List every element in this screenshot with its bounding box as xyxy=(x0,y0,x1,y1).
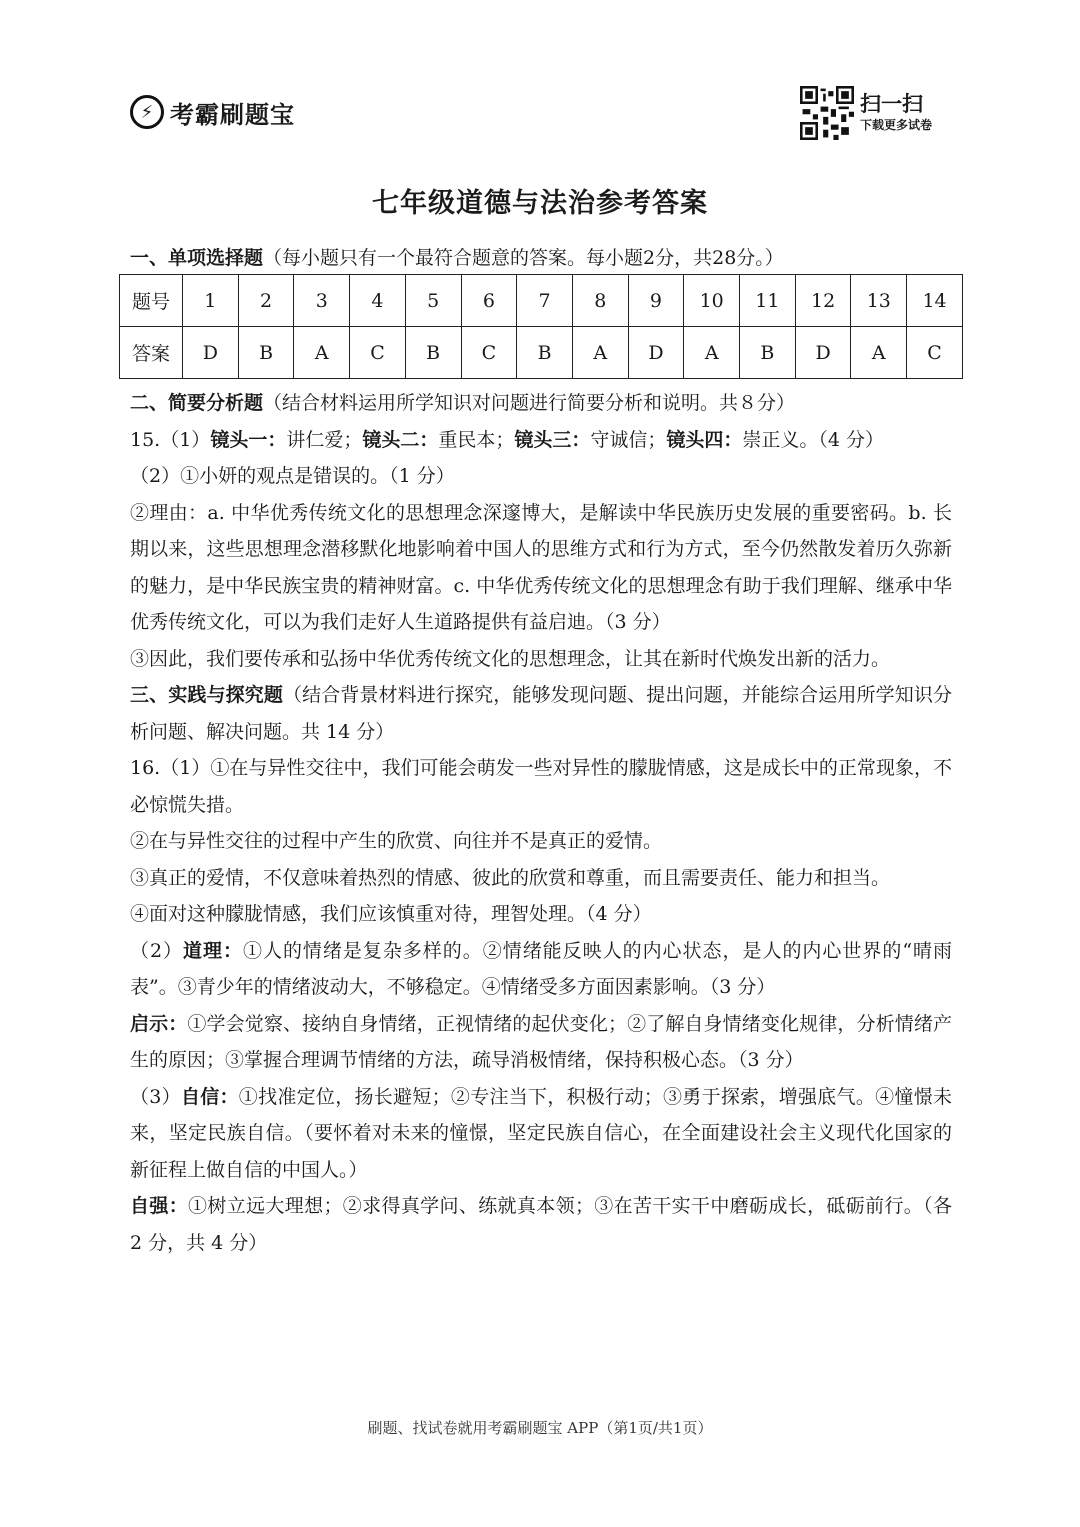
table-cell: B xyxy=(517,327,573,379)
answer-15-conclusion: ③因此，我们要传承和弘扬中华优秀传统文化的思想理念，让其在新时代焕发出新的活力。 xyxy=(130,647,891,670)
section-1-heading xyxy=(130,240,952,277)
table-row-answers xyxy=(120,327,963,379)
answer-text: 讲仁爱； xyxy=(286,428,363,451)
table-cell: B xyxy=(238,327,294,379)
answer-body xyxy=(130,385,952,1261)
brand-logo xyxy=(130,92,295,132)
table-cell: A xyxy=(684,327,740,379)
table-cell: C xyxy=(350,327,406,379)
answer-text: ①树立远大理想；②求得真学问、练就真本领；③在苦干实干中磨砺成长，砥砺前行。（各 2 分，共 4 分） xyxy=(130,1195,952,1254)
qr-code-icon xyxy=(800,86,854,140)
table-cell: 9 xyxy=(628,275,684,327)
question-number: （3） xyxy=(130,1085,181,1108)
bold-label: 道理： xyxy=(183,939,243,962)
answer-16-1-c: ③真正的爱情，不仅意味着热烈的情感、彼此的欣赏和尊重，而且需要责任、能力和担当。 xyxy=(130,866,891,889)
answer-15-2: （2）①小妍的观点是错误的。（1 分） xyxy=(130,465,455,487)
section-heading: 一、单项选择题 xyxy=(130,247,264,269)
table-cell: 12 xyxy=(795,275,851,327)
table-header-cell: 答案 xyxy=(120,327,183,379)
section-2-heading xyxy=(130,385,952,422)
answer-table xyxy=(119,274,963,379)
qr-subtitle: 下载更多试卷 xyxy=(860,118,933,132)
answer-16-1-b: ②在与异性交往的过程中产生的欣赏、向往并不是真正的爱情。 xyxy=(130,830,663,852)
question-number: （2） xyxy=(130,939,184,962)
table-cell: D xyxy=(628,327,684,379)
bold-label: 镜头一： xyxy=(210,428,287,451)
table-cell: D xyxy=(183,327,239,379)
page-footer: 刷题、找试卷就用考霸刷题宝 APP（第1页/共1页） xyxy=(367,1419,713,1437)
section-note: （结合背景材料进行探究，能够发现问题、提出问题，并能综合运用所学知识分析问题、解决问题。共 14 分） xyxy=(130,684,952,743)
answer-text: ①找准定位，扬长避短；②专注当下，积极行动；③勇于探索，增强底气。④憧憬未来，坚定民族自信。（要怀着对未来的憧憬，坚定民族自信心，在全面建设社会主义现代化国家的新征程上做自信的中国人。） xyxy=(130,1085,952,1181)
table-cell: 14 xyxy=(907,275,963,327)
answer-16-3-selfstrength xyxy=(130,1188,952,1261)
answer-16-2-insight xyxy=(130,1006,952,1079)
section-note: （每小题只有一个最符合题意的答案。每小题2分，共28分。） xyxy=(263,247,784,269)
table-cell: 3 xyxy=(294,275,350,327)
answer-text: ①人的情绪是复杂多样的。②情绪能反映人的内心状态，是人的内心世界的“晴雨表”。③青少年的情绪波动大，不够稳定。④情绪受多方面因素影响。（3 分） xyxy=(130,939,952,998)
table-cell: B xyxy=(740,327,796,379)
table-cell: 4 xyxy=(350,275,406,327)
table-cell: 11 xyxy=(740,275,796,327)
answer-text: 重民本； xyxy=(438,428,515,451)
table-cell: C xyxy=(907,327,963,379)
qr-title: 扫一扫 xyxy=(860,92,923,116)
table-cell: 2 xyxy=(238,275,294,327)
answer-16-1-a: 16.（1）①在与异性交往中，我们可能会萌发一些对异性的朦胧情感，这是成长中的正常现象，不必惊慌失措。 xyxy=(130,757,952,816)
qr-block[interactable] xyxy=(800,86,932,140)
bold-label: 镜头四： xyxy=(666,428,743,451)
section-3-heading xyxy=(130,677,952,750)
document-title: 七年级道德与法治参考答案 xyxy=(372,188,708,219)
table-cell: 6 xyxy=(461,275,517,327)
table-cell: B xyxy=(405,327,461,379)
table-cell: 13 xyxy=(851,275,907,327)
table-header-cell: 题号 xyxy=(120,275,183,327)
bold-label: 自强： xyxy=(130,1195,189,1217)
table-cell: 5 xyxy=(405,275,461,327)
table-cell: A xyxy=(294,327,350,379)
section-heading: 三、实践与探究题 xyxy=(130,684,283,706)
question-number: 15.（1） xyxy=(130,428,211,451)
answer-15-1 xyxy=(130,422,952,459)
answer-text: ①学会觉察、接纳自身情绪，正视情绪的起伏变化；②了解自身情绪变化规律，分析情绪产生的原因；③掌握合理调节情绪的方法，疏导消极情绪，保持积极心态。（3 分） xyxy=(130,1012,952,1071)
table-cell: 7 xyxy=(517,275,573,327)
answer-text: 守诚信； xyxy=(590,428,667,451)
table-row-numbers xyxy=(120,275,963,327)
section-note: （结合材料运用所学知识对问题进行简要分析和说明。共８分） xyxy=(263,392,796,414)
answer-text: 崇正义。（4 分） xyxy=(742,428,885,451)
section-heading: 二、简要分析题 xyxy=(130,392,264,414)
bold-label: 镜头三： xyxy=(514,428,591,451)
answer-16-1-d: ④面对这种朦胧情感，我们应该慎重对待，理智处理。（4 分） xyxy=(130,903,652,925)
table-cell: A xyxy=(572,327,628,379)
bold-label: 启示： xyxy=(130,1012,188,1035)
lightning-icon: ⚡ xyxy=(130,95,164,129)
table-cell: 10 xyxy=(684,275,740,327)
answer-15-reason: ②理由：a. 中华优秀传统文化的思想理念深邃博大，是解读中华民族历史发展的重要密码。b. 长期以来，这些思想理念潜移默化地影响着中国人的思维方式和行为方式，至今仍然散发着历久弥新的魅力，是中华民族宝贵的精神财富。c. 中华优秀传统文化的思想理念有助于我们理解、继承中华优秀传统文化，可以为我们走好人生道路提供有益启迪。（3 分） xyxy=(130,501,952,633)
answer-16-2-reason xyxy=(130,933,952,1006)
brand-name: 考霸刷题宝 xyxy=(170,100,295,129)
table-cell: D xyxy=(795,327,851,379)
table-cell: C xyxy=(461,327,517,379)
table-cell: 1 xyxy=(183,275,239,327)
bold-label: 镜头二： xyxy=(362,428,439,451)
table-cell: 8 xyxy=(572,275,628,327)
table-cell: A xyxy=(851,327,907,379)
bold-label: 自信： xyxy=(180,1085,239,1108)
answer-16-3-confidence xyxy=(130,1079,952,1189)
